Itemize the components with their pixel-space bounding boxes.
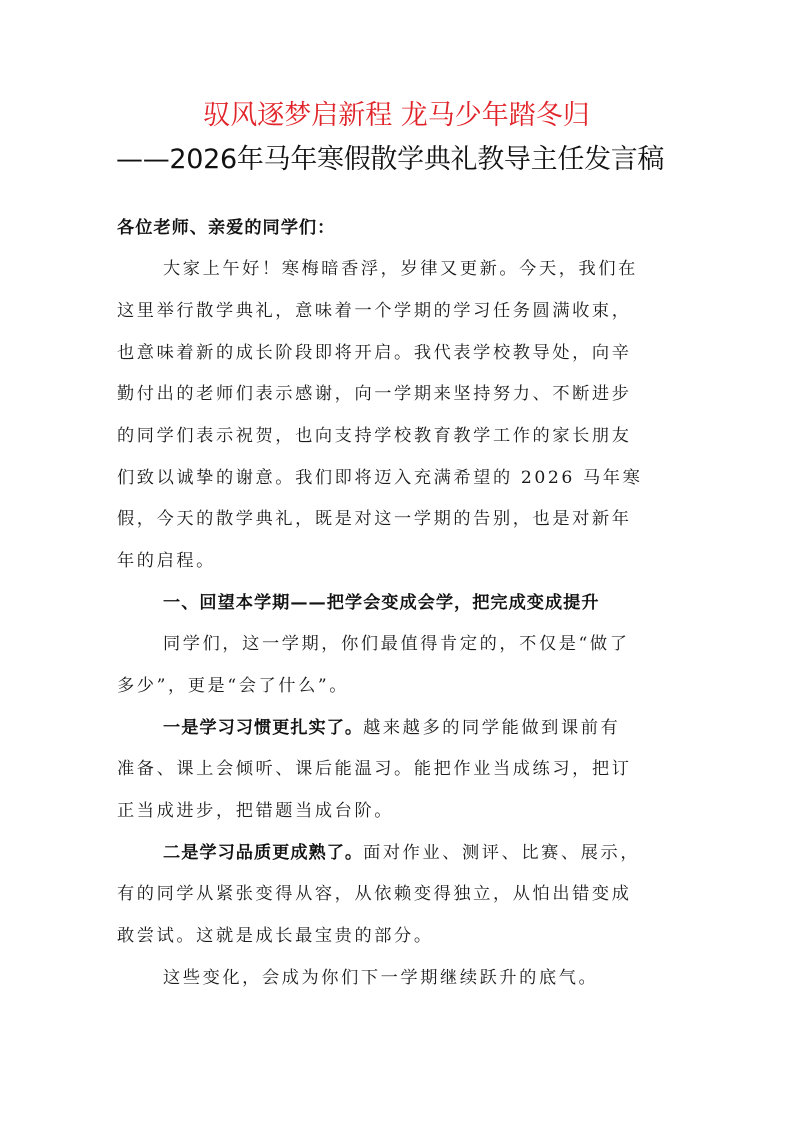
document-title: 驭风逐梦启新程 龙马少年踏冬归 — [203, 100, 590, 131]
point-one-text: 越来越多的同学能做到课前有 — [363, 718, 621, 738]
point-two-text: 面对作业、测评、比赛、展示， — [363, 843, 641, 863]
paragraph-line: 年的启程。 — [117, 551, 216, 571]
point-two-line — [117, 833, 640, 875]
paragraph-line: 大家上午好！寒梅暗香浮，岁律又更新。今天，我们在 — [163, 259, 638, 279]
paragraph-line: 也意味着新的成长阶段即将开启。我代表学校教导处，向辛 — [117, 343, 632, 363]
paragraph-line: 敢尝试。这就是成长最宝贵的部分。 — [117, 926, 434, 946]
point-one-line — [117, 708, 620, 750]
document-subtitle: ——2026年马年寒假散学典礼教导主任发言稿 — [116, 144, 665, 175]
paragraph-line: 勤付出的老师们表示感谢，向一学期来坚持努力、不断进步 — [117, 384, 632, 404]
paragraph-line: 们致以诚挚的谢意。我们即将迈入充满希望的 2026 马年寒 — [117, 468, 643, 488]
paragraph-line: 同学们，这一学期，你们最值得肯定的，不仅是“做了 — [163, 634, 630, 654]
paragraph-line: 有的同学从紧张变得从容，从依赖变得独立，从怕出错变成 — [117, 884, 632, 904]
point-two-lead: 二是学习品质更成熟了。 — [163, 843, 364, 863]
paragraph-line: 假，今天的散学典礼，既是对这一学期的告别，也是对新年 — [117, 509, 632, 529]
point-one-lead: 一是学习习惯更扎实了。 — [163, 718, 364, 738]
salutation: 各位老师、亲爱的同学们： — [117, 218, 336, 238]
paragraph-line: 准备、课上会倾听、课后能温习。能把作业当成练习，把订 — [117, 759, 632, 779]
section-heading: 一、回望本学期——把学会变成会学，把完成变成提升 — [163, 593, 600, 613]
closing-line: 这些变化，会成为你们下一学期继续跃升的底气。 — [163, 968, 599, 988]
paragraph-line: 这里举行散学典礼，意味着一个学期的学习任务圆满收束， — [117, 301, 632, 321]
paragraph-line: 的同学们表示祝贺，也向支持学校教育教学工作的家长朋友 — [117, 426, 632, 446]
paragraph-line: 正当成进步，把错题当成台阶。 — [117, 801, 395, 821]
paragraph-line: 多少”，更是“会了什么”。 — [117, 676, 350, 696]
